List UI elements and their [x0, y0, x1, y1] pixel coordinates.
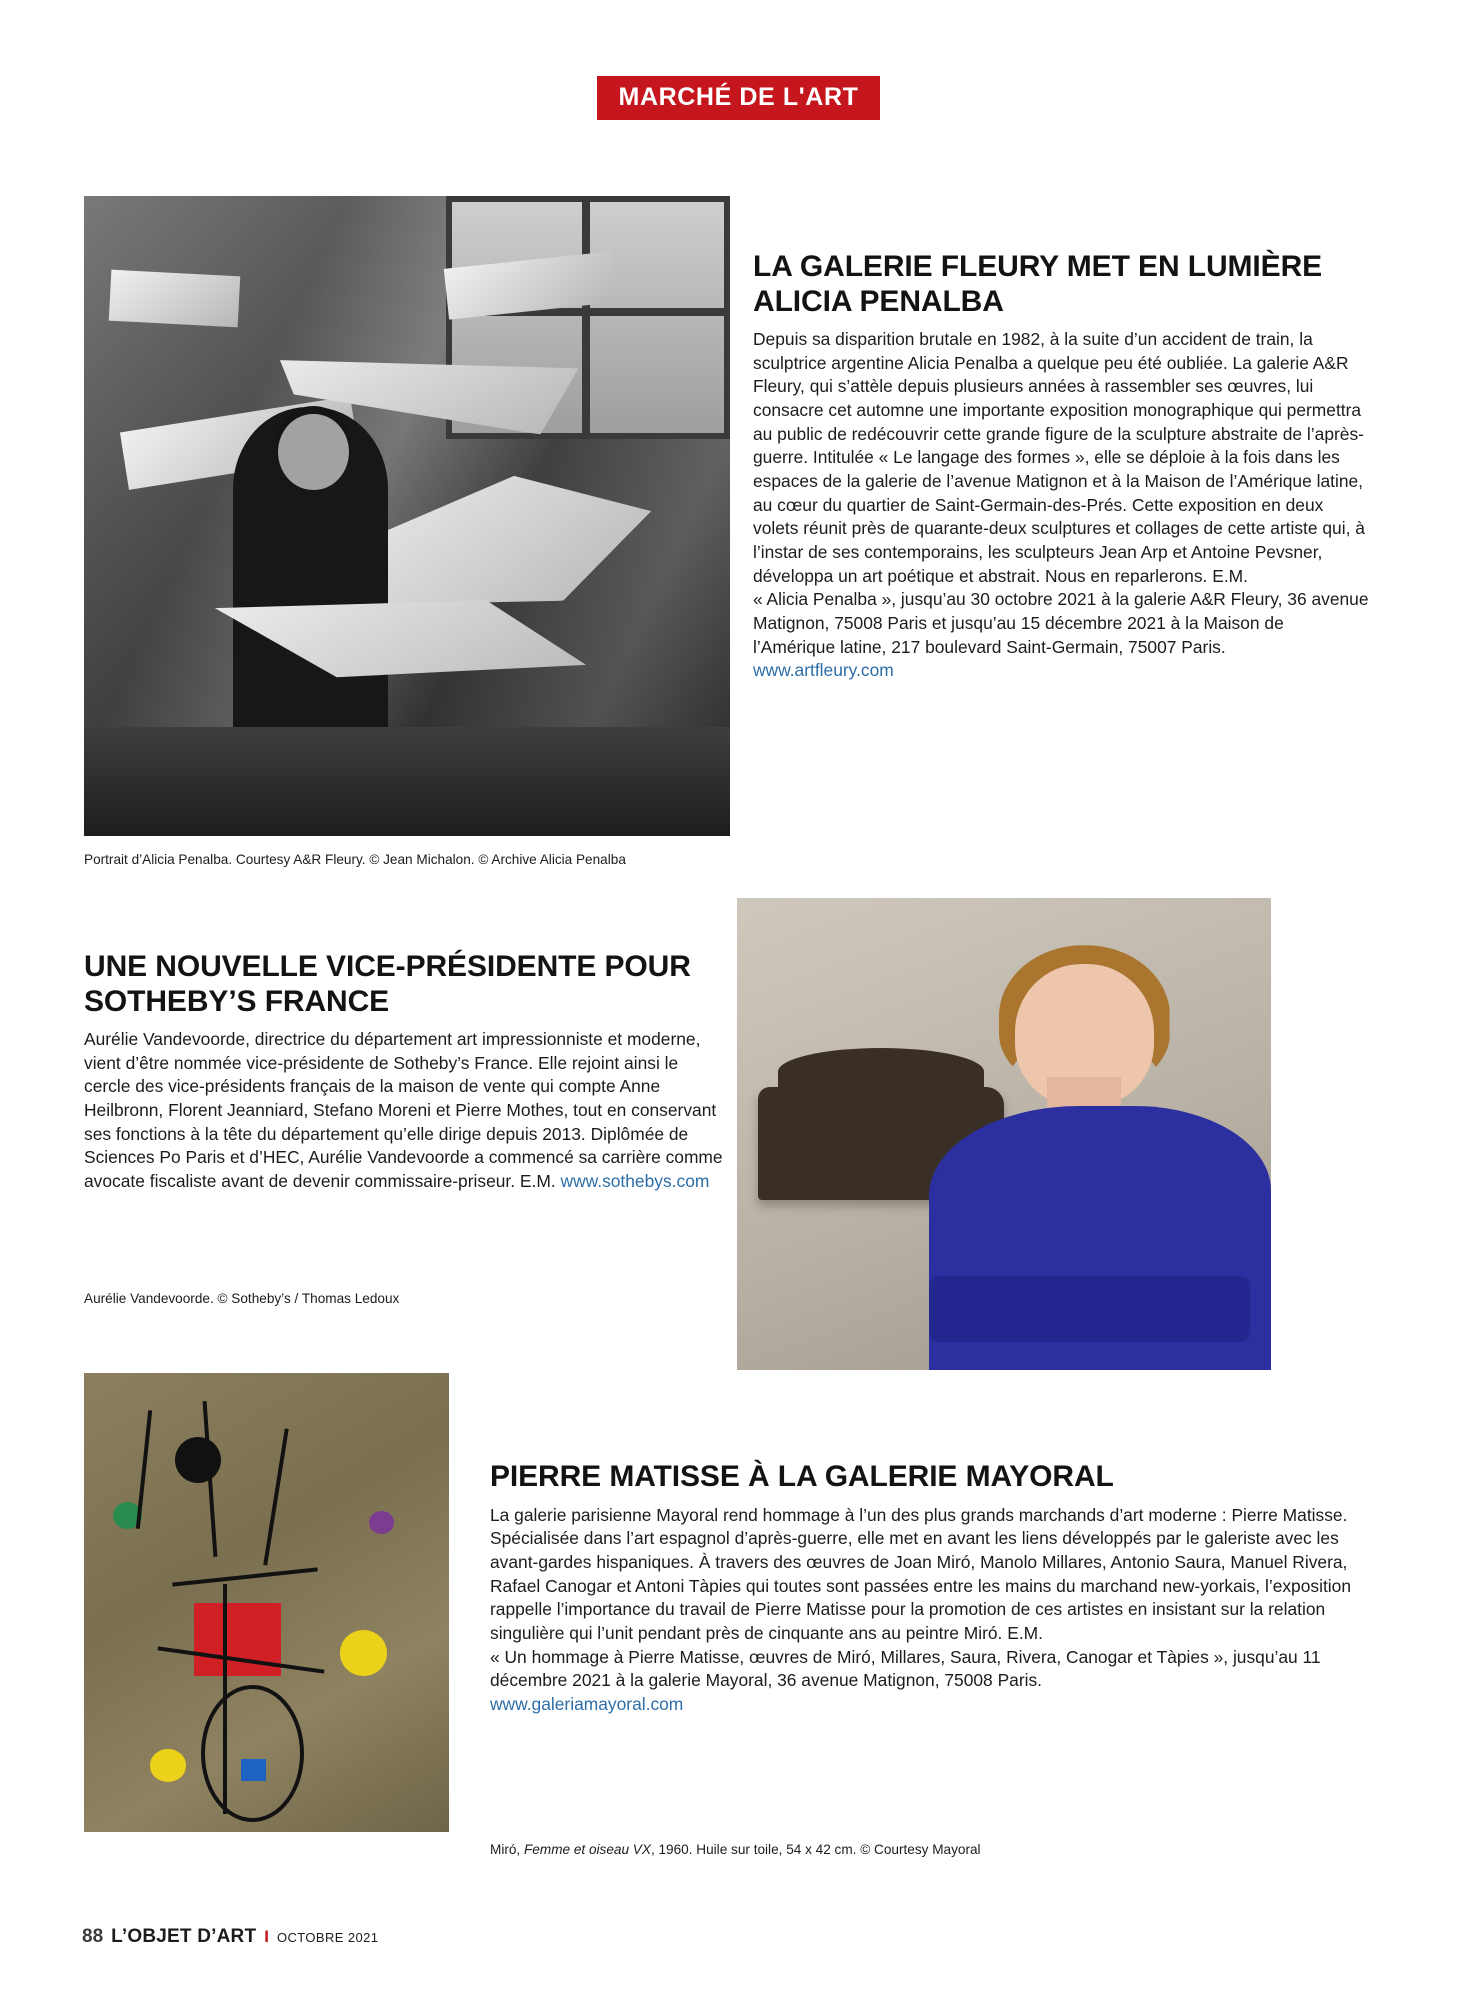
- issue-date: OCTOBRE 2021: [276, 1930, 379, 1945]
- sothebys-link[interactable]: www.sothebys.com: [560, 1171, 710, 1192]
- penalba-photo: [84, 196, 730, 836]
- publication-name: L’OBJET D’ART: [111, 1926, 257, 1947]
- miro-blue-shape: [241, 1759, 267, 1782]
- mayoral-link[interactable]: www.galeriamayoral.com: [490, 1693, 684, 1714]
- miro-dot: [175, 1437, 221, 1483]
- sculpture-shape: [109, 269, 241, 327]
- studio-photo-illustration: [84, 196, 730, 836]
- penalba-link[interactable]: www.artfleury.com: [753, 660, 894, 681]
- mayoral-link-line: [490, 1693, 1373, 1717]
- miro-purple-shape: [369, 1511, 395, 1534]
- penalba-caption: [84, 851, 764, 869]
- sothebys-body-text: Aurélie Vandevoorde, directrice du département art impressionniste et moderne, vient d’être nommée vice-présidente de Sotheby’s France. Elle rejoint ainsi le cercle des vice-présidents français de la maison de vente qui compte Anne Heilbronn, Florent Jeanniard, Stefano Moreni et Pierre Mothes, tout en conservant ses fonctions à la tête du département qu’elle dirige depuis 2013. Diplômée de Sciences Po Paris et d’HEC, Aurélie Vandevoorde a commencé sa carrière comme avocate fiscaliste avant de devenir commissaire-priseur. E.M.: [84, 1029, 723, 1192]
- page-number: 88: [82, 1926, 104, 1947]
- miro-painting-photo: [84, 1373, 449, 1832]
- mayoral-title: PIERRE MATISSE À LA GALERIE MAYORAL: [490, 1460, 1114, 1493]
- mayoral-article: [490, 1460, 1373, 1717]
- mayoral-practical-info: « Un hommage à Pierre Matisse, œuvres de Miró, Millares, Saura, Rivera, Canogar et Tàpies », jusqu’au 11 décembre 2021 à la galerie Mayoral, 36 avenue Matignon, 75008 Paris.: [490, 1646, 1321, 1691]
- penalba-practical-text: « Alicia Penalba », jusqu’au 30 octobre 2021 à la galerie A&R Fleury, 36 avenue Matignon, 75008 Paris et jusqu’au 15 décembre 2021 à la Maison de l’Amérique latine, 217 boulevard Saint-Germain, 75007 Paris.: [753, 589, 1369, 657]
- miro-illustration: [84, 1373, 449, 1832]
- penalba-body: Depuis sa disparition brutale en 1982, à la suite d’un accident de train, la sculptrice argentine Alicia Penalba a quelque peu été oubliée. La galerie A&R Fleury, qui s’attèle depuis plusieurs années à rassembler ses œuvres, lui consacre cet automne une importante exposition monographique qui permettra au public de redécouvrir cette grande figure de la sculpture abstraite de l’après-guerre. Intitulée « Le langage des formes », elle se déploie à la fois dans les espaces de la galerie de l’avenue Matignon et à la Maison de l’Amérique latine, au cœur du quartier de Saint-Germain-des-Prés. Cette exposition en deux volets réunit près de quarante-deux sculptures et collages de cette artiste qui, à l’instar de ses contemporains, les sculpteurs Jean Arp et Antoine Pevsner, développa un art poétique et abstrait. Nous en reparlerons. E.M.: [753, 329, 1365, 586]
- miro-oval-shape: [201, 1685, 304, 1822]
- page-footer: [82, 1926, 378, 1948]
- mayoral-body: La galerie parisienne Mayoral rend hommage à l’un des plus grands marchands d’art moderne : Pierre Matisse. Spécialisée dans l’art espagnol d’après-guerre, elle met en avant les liens développés par le galeriste avec les avant-gardes hispaniques. À travers des œuvres de Joan Miró, Manolo Millares, Antonio Saura, Manuel Rivera, Rafael Canogar et Antoni Tàpies qui toutes sont passées entre les mains du marchand new-yorkais, l’exposition rappelle l’importance du travail de Pierre Matisse pour la promotion de ces artistes en insistant sur la relation singulière qui l’unit pendant près de cinquante ans au peintre Miró. E.M.: [490, 1504, 1351, 1643]
- caption-text: Aurélie Vandevoorde. © Sotheby’s / Thomas Ledoux: [84, 1291, 400, 1306]
- miro-line: [172, 1567, 318, 1586]
- portrait-illustration: [737, 898, 1271, 1370]
- caption-text: [490, 1841, 1390, 1859]
- vandevoorde-caption: [84, 1290, 724, 1308]
- caption-details: , 1960. Huile sur toile, 54 x 42 cm. © Courtesy Mayoral: [650, 1842, 981, 1857]
- section-badge: MARCHÉ DE L'ART: [597, 76, 881, 120]
- miro-caption: [490, 1841, 1390, 1859]
- caption-text: Portrait d’Alicia Penalba. Courtesy A&R Fleury. © Jean Michalon. © Archive Alicia Penalba: [84, 852, 626, 867]
- miro-yellow-shape: [340, 1630, 387, 1676]
- footer-separator: I: [264, 1927, 269, 1946]
- penalba-title: LA GALERIE FLEURY MET EN LUMIÈRE ALICIA PENALBA: [753, 250, 1323, 318]
- miro-yellow-shape: [150, 1749, 187, 1781]
- portrait-arms: [929, 1276, 1249, 1342]
- vandevoorde-photo: [737, 898, 1271, 1370]
- caption-artist: Miró,: [490, 1842, 521, 1857]
- miro-line: [223, 1584, 227, 1814]
- table-surface: [84, 727, 730, 836]
- penalba-article: [753, 250, 1370, 683]
- miro-line: [136, 1410, 152, 1529]
- penalba-practical-info: [753, 588, 1370, 683]
- miro-line: [263, 1429, 288, 1566]
- sothebys-title: UNE NOUVELLE VICE-PRÉSIDENTE POUR SOTHEBY’S FRANCE: [84, 950, 691, 1018]
- sothebys-body: [84, 1028, 724, 1194]
- sothebys-article: [84, 950, 724, 1194]
- artist-head: [278, 414, 349, 491]
- caption-artwork-title: Femme et oiseau VX: [524, 1842, 651, 1857]
- page-header: [0, 76, 1477, 120]
